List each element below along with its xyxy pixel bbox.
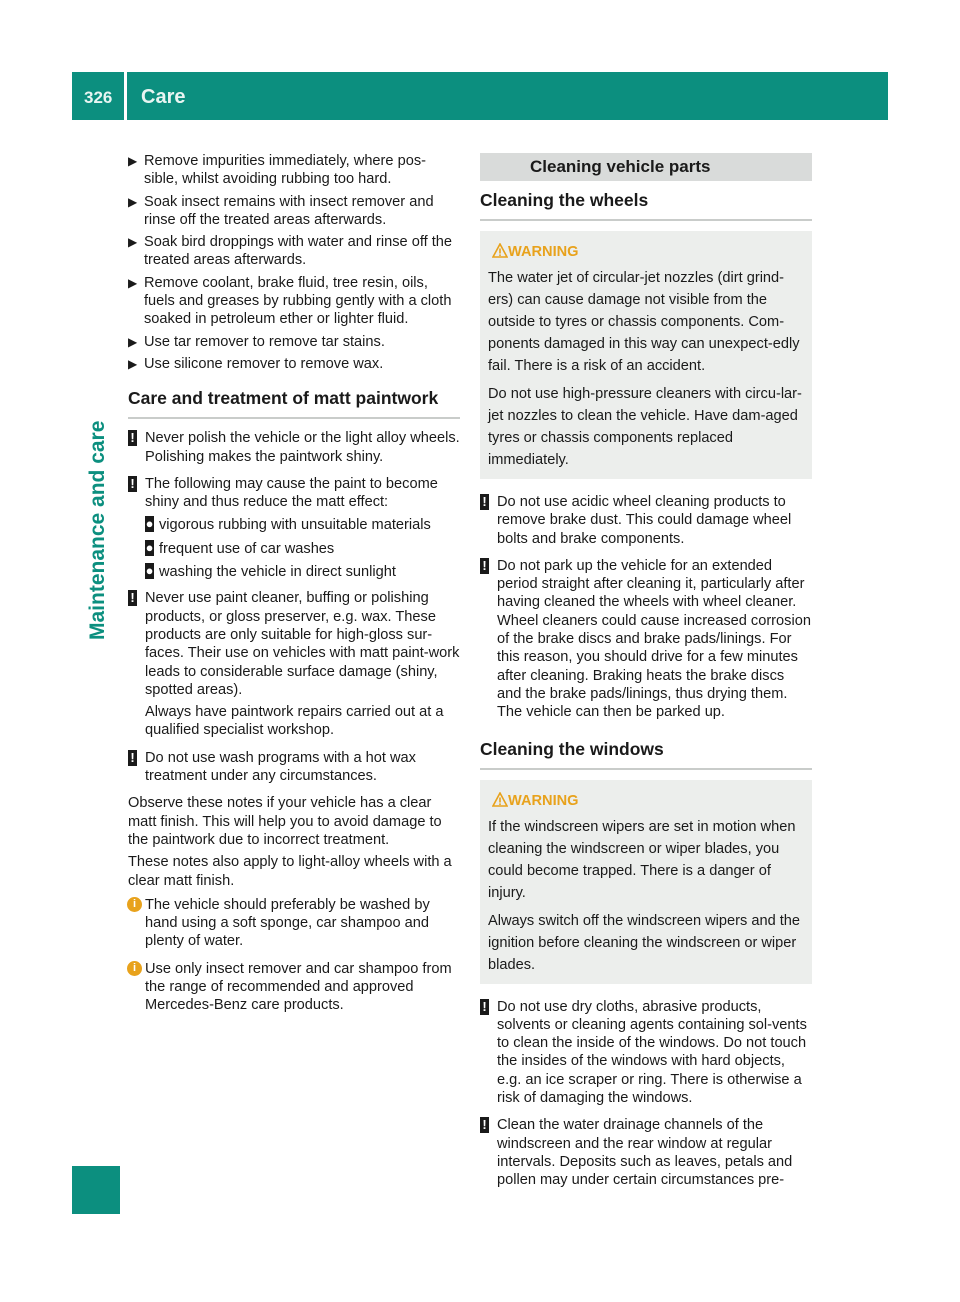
arrow-icon: ▶ bbox=[128, 275, 138, 290]
arrow-icon: ▶ bbox=[128, 235, 138, 250]
caution-note: ! Do not park up the vehicle for an extended period straight after cleaning it, particularly after having cleaned the wheels with wheel cleaner. Wheel cleaners could cause increased corrosion of the brake discs and brake pads/linings. For this reason, you should drive for a few minutes after cleaning. Braking heats the brake discs and the brake pads/linings, thus drying them. The vehicle can then be parked up. bbox=[480, 557, 812, 722]
list-item: ▶ Use tar remover to remove tar stains. bbox=[128, 333, 385, 350]
matt-paintwork-heading: Care and treatment of matt paintwork bbox=[128, 387, 460, 419]
info-note: i Use only insect remover and car shampoo from the range of recommended and approved Mercedes-Benz care products. bbox=[128, 960, 460, 1015]
header-separator bbox=[124, 72, 127, 120]
exclamation-icon: ! bbox=[480, 558, 489, 574]
dot-icon: ● bbox=[145, 516, 154, 532]
caution-note: ! Do not use acidic wheel cleaning products to remove brake dust. This could damage wheel bolts and brake components. bbox=[480, 493, 812, 548]
section-heading: Cleaning vehicle parts bbox=[480, 153, 812, 181]
left-column bbox=[128, 152, 460, 1024]
caution-note: ! Clean the water drainage channels of the windscreen and the rear window at regular intervals. Deposits such as leaves, petals and pollen may under certain circumstances pre- bbox=[480, 1116, 812, 1189]
exclamation-icon: ! bbox=[480, 1117, 489, 1133]
sub-item: ● washing the vehicle in direct sunlight bbox=[145, 563, 396, 581]
note-continuation: Always have paintwork repairs carried out at a qualified specialist workshop. bbox=[145, 704, 444, 739]
info-icon: i bbox=[127, 961, 142, 976]
side-tab-label: Maintenance and care bbox=[86, 420, 109, 640]
sub-item: ● frequent use of car washes bbox=[145, 539, 335, 557]
warning-box bbox=[480, 780, 812, 984]
arrow-icon: ▶ bbox=[128, 356, 138, 371]
list-item: ▶ Use silicone remover to remove wax. bbox=[128, 355, 384, 372]
warning-title: WARNING bbox=[488, 790, 804, 812]
header-bar bbox=[72, 72, 888, 120]
caution-note: ! Never polish the vehicle or the light alloy wheels. Polishing makes the paintwork shiny. bbox=[128, 429, 460, 466]
caution-note: ! Do not use dry cloths, abrasive products, solvents or cleaning agents containing sol-vents to clean the inside of the windows. Do not touch the insides of the windows with hard objects, e.g. an ice scraper or ring. There is otherwise a risk of damaging the windows. bbox=[480, 998, 812, 1108]
caution-note: ! Never use paint cleaner, buffing or polishing products, or gloss preserver, e.g. wax. These products are only suitable for high-gloss sur-faces. Their use on vehicles with matt paint-work leads to considerable surface damage (shiny, spotted areas). Always have paintwork repairs carried out at a qualified specialist workshop. bbox=[128, 589, 460, 739]
dot-icon: ● bbox=[145, 563, 154, 579]
windows-heading: Cleaning the windows bbox=[480, 738, 812, 770]
warning-text: If the windscreen wipers are set in motion when cleaning the windscreen or wiper blades, you could become trapped. There is a danger of injury. bbox=[488, 818, 796, 901]
paragraph: These notes also apply to light-alloy wheels with a clear matt finish. bbox=[128, 854, 452, 889]
dot-icon: ● bbox=[145, 539, 154, 555]
list-item: ▶ Soak bird droppings with water and rinse off the treated areas afterwards. bbox=[128, 234, 453, 269]
caution-note: ! The following may cause the paint to become shiny and thus reduce the matt effect: ● vigorous rubbing with unsuitable materials ● frequent use of car washes ● washing the vehicle in direct sunlight bbox=[128, 475, 460, 581]
side-tab-marker bbox=[72, 1166, 120, 1214]
list-item: ▶ Soak insect remains with insect remover and rinse off the treated areas afterwards. bbox=[128, 193, 434, 228]
wheels-heading: Cleaning the wheels bbox=[480, 189, 812, 221]
exclamation-icon: ! bbox=[480, 999, 489, 1015]
warning-text: The water jet of circular-jet nozzles (dirt grind-ers) can cause damage not visible from the outside to tyres or chassis components. Com-ponents damaged in this way can unexpect-edly fail. There is a risk of an accident. bbox=[488, 270, 800, 374]
paragraph: Observe these notes if your vehicle has a clear matt finish. This will help you to avoid damage to the paintwork due to incorrect treatment. bbox=[128, 795, 442, 848]
right-column bbox=[480, 153, 812, 1199]
side-tab bbox=[86, 420, 114, 668]
warning-triangle-icon bbox=[492, 243, 508, 259]
sub-item: ● vigorous rubbing with unsuitable materials bbox=[145, 516, 431, 534]
warning-box bbox=[480, 231, 812, 479]
exclamation-icon: ! bbox=[128, 590, 137, 606]
arrow-icon: ▶ bbox=[128, 194, 138, 209]
warning-text: Always switch off the windscreen wipers and the ignition before cleaning the windscreen or wiper blades. bbox=[488, 912, 801, 973]
caution-note: ! Do not use wash programs with a hot wax treatment under any circumstances. bbox=[128, 749, 460, 786]
info-note: i The vehicle should preferably be washed by hand using a soft sponge, car shampoo and plenty of water. bbox=[128, 896, 460, 951]
exclamation-icon: ! bbox=[128, 750, 137, 766]
warning-text: Do not use high-pressure cleaners with circu-lar-jet nozzles to clean the vehicle. Have dam-aged tyres or chassis components replaced immediately. bbox=[488, 386, 802, 468]
arrow-icon: ▶ bbox=[128, 154, 138, 168]
exclamation-icon: ! bbox=[128, 430, 137, 446]
warning-triangle-icon bbox=[492, 792, 508, 808]
arrow-icon: ▶ bbox=[128, 334, 138, 349]
info-icon: i bbox=[127, 897, 142, 912]
page-number: 326 bbox=[84, 88, 113, 107]
list-item: ▶ Remove coolant, brake fluid, tree resin, oils, fuels and greases by rubbing gently with a cloth soaked in petroleum ether or lighter fluid. bbox=[128, 274, 452, 328]
list-item: ▶ Remove impurities immediately, where pos-sible, whilst avoiding rubbing too hard. bbox=[128, 153, 426, 188]
warning-title: WARNING bbox=[488, 241, 804, 263]
exclamation-icon: ! bbox=[480, 494, 489, 510]
section-title: Care bbox=[141, 86, 186, 108]
exclamation-icon: ! bbox=[128, 476, 137, 492]
